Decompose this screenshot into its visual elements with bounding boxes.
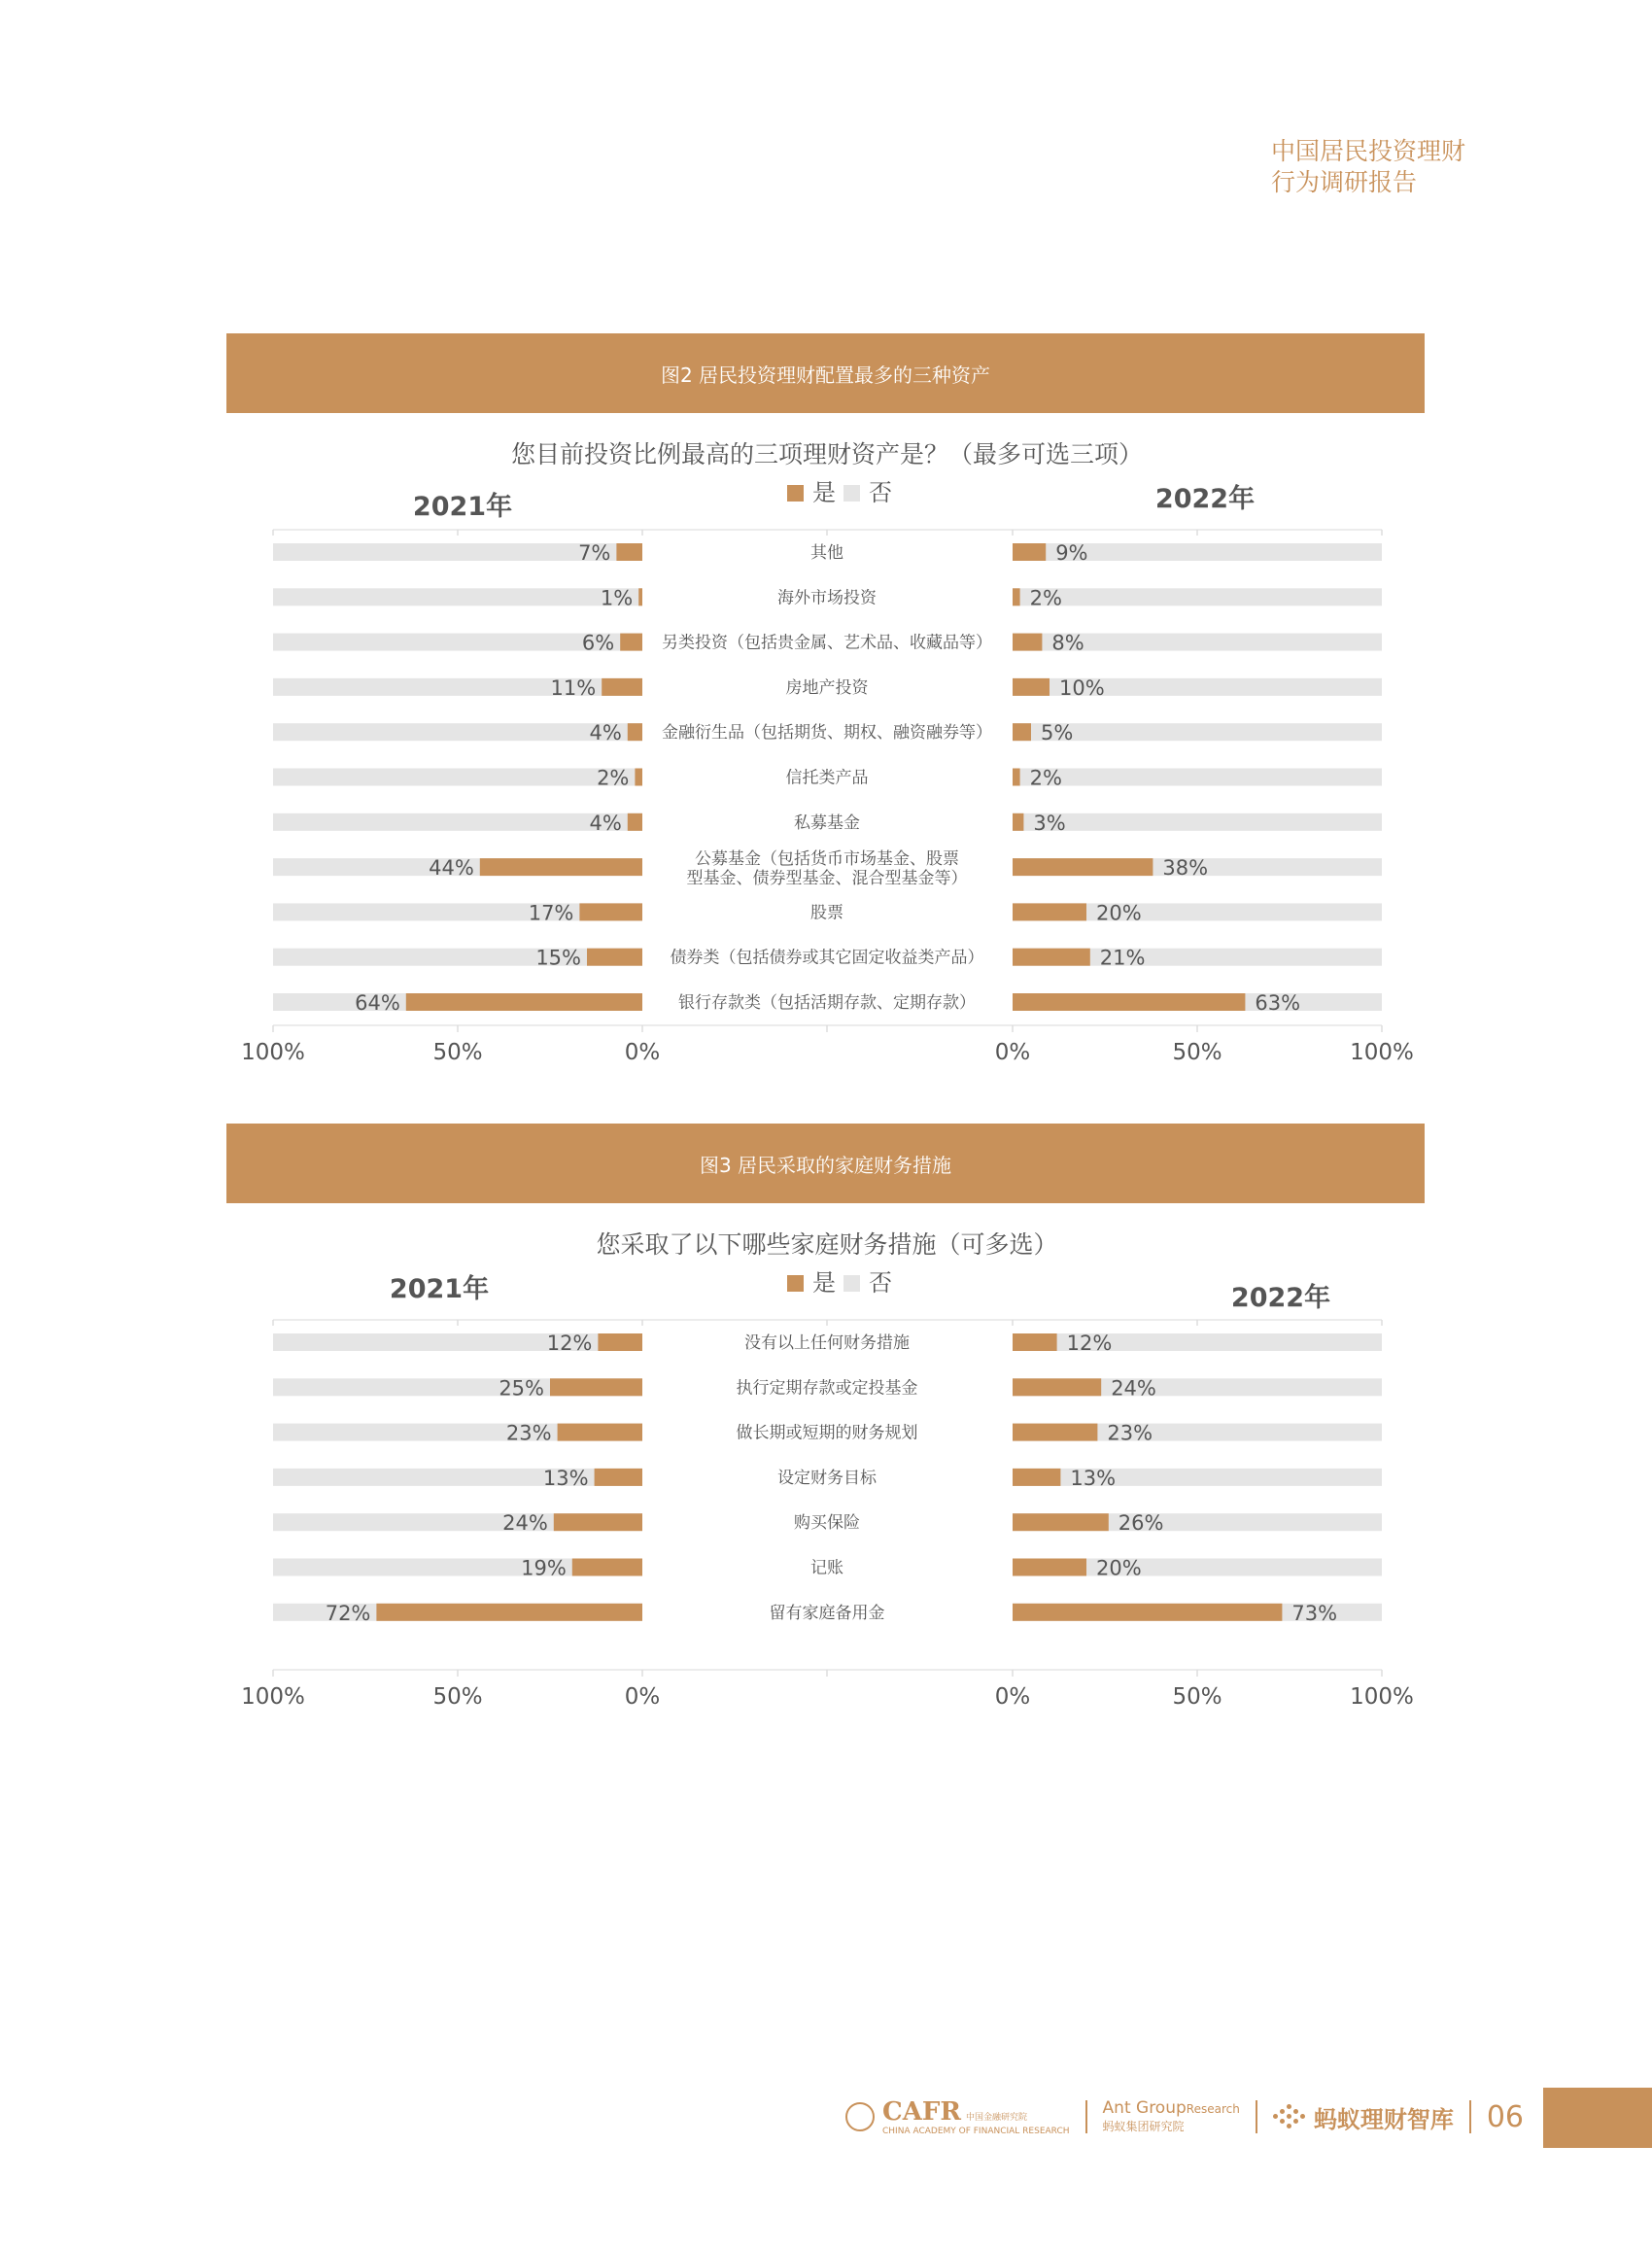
- left-yes-bar: [638, 588, 642, 606]
- left-no-bar: [273, 588, 642, 606]
- right-no-bar: [1013, 769, 1382, 786]
- left-value-label: 12%: [546, 1332, 593, 1355]
- category-label: 记账: [810, 1558, 843, 1578]
- left-tick-label: 50%: [432, 1684, 483, 1709]
- right-tick-label: 100%: [1350, 1040, 1414, 1065]
- legend-yes-swatch: [787, 485, 804, 502]
- legend-no-label: 否: [869, 1269, 892, 1297]
- left-value-label: 23%: [505, 1421, 552, 1445]
- category-label: 公募基金（包括货币市场基金、股票: [695, 849, 959, 870]
- right-tick-label: 0%: [994, 1684, 1031, 1709]
- corner-block: [1543, 2088, 1652, 2148]
- right-yes-bar: [1013, 993, 1245, 1011]
- left-yes-bar: [620, 634, 642, 651]
- right-year-label: 2022年: [1154, 484, 1256, 514]
- left-year-label: 2021年: [412, 492, 513, 522]
- left-yes-bar: [406, 993, 642, 1011]
- report-title: [1271, 136, 1465, 198]
- cafr-en: CHINA ACADEMY OF FINANCIAL RESEARCH: [882, 2126, 1070, 2136]
- right-value-label: 24%: [1111, 1376, 1156, 1401]
- left-value-label: 25%: [499, 1376, 544, 1401]
- right-tick-label: 100%: [1350, 1684, 1414, 1709]
- ant-logo: [1103, 2099, 1240, 2135]
- left-year-label: 2021年: [389, 1274, 490, 1304]
- right-yes-bar: [1013, 858, 1153, 876]
- category-label: 银行存款类（包括活期存款、定期存款）: [678, 993, 976, 1013]
- right-yes-bar: [1013, 949, 1090, 966]
- right-yes-bar: [1013, 1378, 1101, 1396]
- right-yes-bar: [1013, 1469, 1060, 1486]
- footer-divider: [1469, 2100, 1471, 2133]
- left-value-label: 44%: [429, 856, 474, 881]
- left-no-bar: [273, 769, 642, 786]
- right-no-bar: [1013, 1469, 1382, 1486]
- legend-no-swatch: [843, 485, 860, 502]
- right-year-label: 2022年: [1230, 1283, 1331, 1313]
- category-label: 信托类产品: [785, 768, 869, 788]
- left-value-label: 4%: [589, 721, 622, 745]
- cafr-logo: [845, 2097, 1070, 2137]
- left-yes-bar: [602, 678, 642, 696]
- left-tick-label: 100%: [241, 1040, 305, 1065]
- legend-yes-label: 是: [812, 1269, 836, 1297]
- page-number: 06: [1486, 2099, 1525, 2134]
- ant-research: Research: [1186, 2101, 1240, 2116]
- left-value-label: 11%: [550, 675, 597, 700]
- right-yes-bar: [1013, 1513, 1109, 1531]
- left-value-label: 7%: [578, 541, 611, 565]
- category-label: 私募基金: [794, 813, 860, 833]
- left-yes-bar: [550, 1378, 642, 1396]
- ant-group-name: Ant Group: [1102, 2097, 1187, 2118]
- right-value-label: 21%: [1099, 946, 1146, 970]
- left-yes-bar: [558, 1424, 642, 1441]
- right-yes-bar: [1013, 813, 1023, 831]
- left-no-bar: [273, 723, 642, 741]
- left-yes-bar: [554, 1513, 642, 1531]
- cafr-seal-icon: [845, 2102, 875, 2131]
- category-label: 没有以上任何财务措施: [744, 1333, 910, 1353]
- left-value-label: 2%: [597, 766, 630, 790]
- footer-divider: [1256, 2100, 1257, 2133]
- left-value-label: 6%: [581, 631, 615, 655]
- category-label: 股票: [810, 903, 843, 923]
- left-no-bar: [273, 813, 642, 831]
- figure3-banner: 图3 居民采取的家庭财务措施: [226, 1124, 1425, 1203]
- right-value-label: 26%: [1118, 1511, 1164, 1536]
- category-label: 金融衍生品（包括期货、期权、融资融券等）: [662, 723, 992, 744]
- left-yes-bar: [628, 723, 642, 741]
- left-yes-bar: [598, 1333, 642, 1351]
- left-value-label: 1%: [600, 586, 634, 610]
- right-yes-bar: [1013, 769, 1020, 786]
- left-value-label: 17%: [528, 901, 574, 925]
- report-title-line1: 中国居民投资理财: [1270, 137, 1465, 165]
- chart-title: 您目前投资比例最高的三项理财资产是？（最多可选三项）: [510, 440, 1144, 468]
- right-no-bar: [1013, 813, 1382, 831]
- right-yes-bar: [1013, 1424, 1097, 1441]
- left-yes-bar: [595, 1469, 642, 1486]
- footer-divider: [1085, 2100, 1087, 2133]
- category-label: 其他: [810, 543, 843, 563]
- left-value-label: 15%: [535, 946, 581, 970]
- legend-no-label: 否: [869, 479, 892, 506]
- right-value-label: 23%: [1107, 1421, 1153, 1445]
- figure3-chart: [0, 1203, 1652, 1709]
- report-title-line2: 行为调研报告: [1270, 168, 1417, 196]
- right-tick-label: 50%: [1172, 1684, 1222, 1709]
- left-yes-bar: [628, 813, 642, 831]
- left-value-label: 72%: [325, 1601, 371, 1625]
- right-no-bar: [1013, 588, 1382, 606]
- left-value-label: 4%: [589, 811, 622, 835]
- right-value-label: 63%: [1255, 991, 1301, 1015]
- right-value-label: 2%: [1029, 586, 1062, 610]
- zhiku-name: 蚂蚁理财智库: [1313, 2105, 1454, 2133]
- right-yes-bar: [1013, 588, 1020, 606]
- category-label: 债券类（包括债券或其它固定收益类产品）: [670, 948, 984, 968]
- category-label: 设定财务目标: [777, 1468, 877, 1488]
- left-yes-bar: [480, 858, 642, 876]
- left-yes-bar: [635, 769, 642, 786]
- right-yes-bar: [1013, 903, 1086, 920]
- right-yes-bar: [1013, 1604, 1282, 1621]
- right-yes-bar: [1013, 678, 1050, 696]
- right-yes-bar: [1013, 1333, 1057, 1351]
- left-value-label: 19%: [521, 1556, 567, 1580]
- figure2-chart: [0, 413, 1652, 1093]
- left-tick-label: 0%: [624, 1684, 661, 1709]
- figure2-banner: 图2 居民投资理财配置最多的三种资产: [226, 333, 1425, 413]
- left-tick-label: 0%: [624, 1040, 661, 1065]
- left-yes-bar: [587, 949, 642, 966]
- left-yes-bar: [376, 1604, 642, 1621]
- left-yes-bar: [616, 543, 642, 561]
- right-yes-bar: [1013, 634, 1042, 651]
- right-value-label: 8%: [1051, 631, 1084, 655]
- category-label: 海外市场投资: [777, 588, 877, 608]
- right-tick-label: 50%: [1172, 1040, 1222, 1065]
- zhiku-logo: [1273, 2100, 1454, 2134]
- left-value-label: 13%: [542, 1466, 589, 1490]
- legend-yes-label: 是: [812, 479, 836, 506]
- right-yes-bar: [1013, 723, 1031, 741]
- right-value-label: 13%: [1070, 1466, 1117, 1490]
- right-value-label: 20%: [1096, 1556, 1142, 1580]
- category-label: 购买保险: [794, 1513, 860, 1534]
- category-label: 留有家庭备用金: [769, 1603, 885, 1623]
- right-value-label: 73%: [1291, 1601, 1338, 1625]
- left-yes-bar: [579, 903, 642, 920]
- right-value-label: 5%: [1041, 721, 1074, 745]
- chart-title: 您采取了以下哪些家庭财务措施（可多选）: [596, 1230, 1058, 1259]
- cafr-name: CAFR: [882, 2096, 961, 2127]
- right-value-label: 38%: [1162, 856, 1209, 881]
- category-label: 房地产投资: [785, 677, 869, 698]
- left-value-label: 64%: [355, 991, 400, 1015]
- category-label: 执行定期存款或定投基金: [736, 1378, 918, 1399]
- left-yes-bar: [572, 1559, 642, 1576]
- right-yes-bar: [1013, 543, 1046, 561]
- legend-yes-swatch: [787, 1275, 804, 1292]
- category-label: 另类投资（包括贵金属、艺术品、收藏品等）: [662, 633, 992, 653]
- legend-no-swatch: [843, 1275, 860, 1292]
- footer: [845, 2088, 1524, 2146]
- right-value-label: 20%: [1096, 901, 1142, 925]
- right-tick-label: 0%: [994, 1040, 1031, 1065]
- right-value-label: 3%: [1033, 811, 1066, 835]
- right-value-label: 10%: [1059, 675, 1105, 700]
- right-yes-bar: [1013, 1559, 1086, 1576]
- right-value-label: 12%: [1066, 1332, 1113, 1355]
- category-label: 做长期或短期的财务规划: [736, 1423, 918, 1443]
- left-tick-label: 100%: [241, 1684, 305, 1709]
- ant-cn: 蚂蚁集团研究院: [1102, 2119, 1185, 2133]
- category-label: 型基金、债券型基金、混合型基金等）: [686, 869, 968, 889]
- left-value-label: 24%: [502, 1511, 548, 1536]
- cafr-cn: 中国金融研究院: [966, 2112, 1028, 2123]
- dots-icon: [1273, 2104, 1308, 2129]
- right-value-label: 9%: [1055, 541, 1088, 565]
- left-tick-label: 50%: [432, 1040, 483, 1065]
- right-value-label: 2%: [1029, 766, 1062, 790]
